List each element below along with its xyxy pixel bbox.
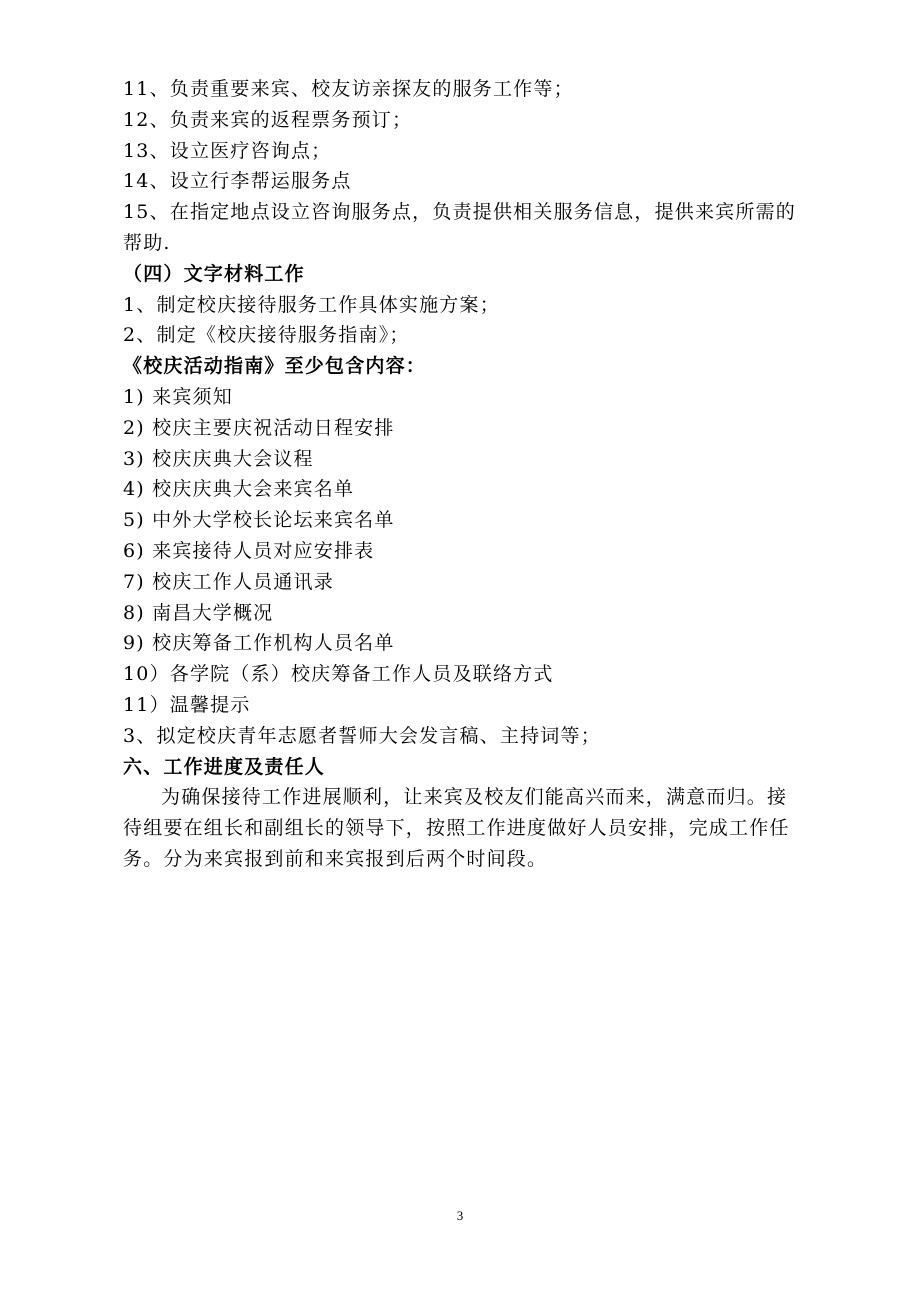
list-item: 10）各学院（系）校庆筹备工作人员及联络方式 bbox=[123, 663, 554, 686]
section-heading: （四）文字材料工作 bbox=[123, 262, 305, 285]
document-body bbox=[123, 74, 803, 875]
list-item: 7) 校庆工作人员通讯录 bbox=[123, 570, 334, 593]
list-item: 15、在指定地点设立咨询服务点，负责提供相关服务信息，提供来宾所需的帮助. bbox=[123, 201, 796, 254]
list-item: 8) 南昌大学概况 bbox=[123, 601, 274, 624]
list-item: 5) 中外大学校长论坛来宾名单 bbox=[123, 509, 395, 532]
list-item: 1) 来宾须知 bbox=[123, 385, 233, 408]
list-item: 4) 校庆庆典大会来宾名单 bbox=[123, 478, 355, 501]
body-paragraph: 为确保接待工作进展顺利，让来宾及校友们能高兴而来，满意而归。接待组要在组长和副组长的领导下，按照工作进度做好人员安排，完成工作任务。分为来宾报到前和来宾报到后两个时间段。 bbox=[123, 786, 790, 870]
section-heading: 《校庆活动指南》至少包含内容： bbox=[123, 355, 427, 378]
list-item: 9) 校庆筹备工作机构人员名单 bbox=[123, 632, 395, 655]
list-item: 1、制定校庆接待服务工作具体实施方案； bbox=[123, 293, 500, 316]
list-item: 14、设立行李帮运服务点 bbox=[123, 170, 352, 193]
list-item: 3、拟定校庆青年志愿者誓师大会发言稿、主持词等； bbox=[123, 724, 601, 747]
list-item: 11、负责重要来宾、校友访亲探友的服务工作等； bbox=[123, 78, 574, 100]
list-item: 3) 校庆庆典大会议程 bbox=[123, 447, 314, 470]
list-item: 2、制定《校庆接待服务指南》； bbox=[123, 324, 410, 347]
list-item: 6) 来宾接待人员对应安排表 bbox=[123, 539, 375, 562]
list-item: 11）温馨提示 bbox=[123, 693, 251, 716]
section-heading: 六、工作进度及责任人 bbox=[123, 755, 326, 778]
page-number: 3 bbox=[456, 1208, 464, 1223]
list-item: 2) 校庆主要庆祝活动日程安排 bbox=[123, 416, 395, 439]
list-item: 12、负责来宾的返程票务预订； bbox=[123, 108, 413, 131]
list-item: 13、设立医疗咨询点； bbox=[123, 139, 332, 162]
